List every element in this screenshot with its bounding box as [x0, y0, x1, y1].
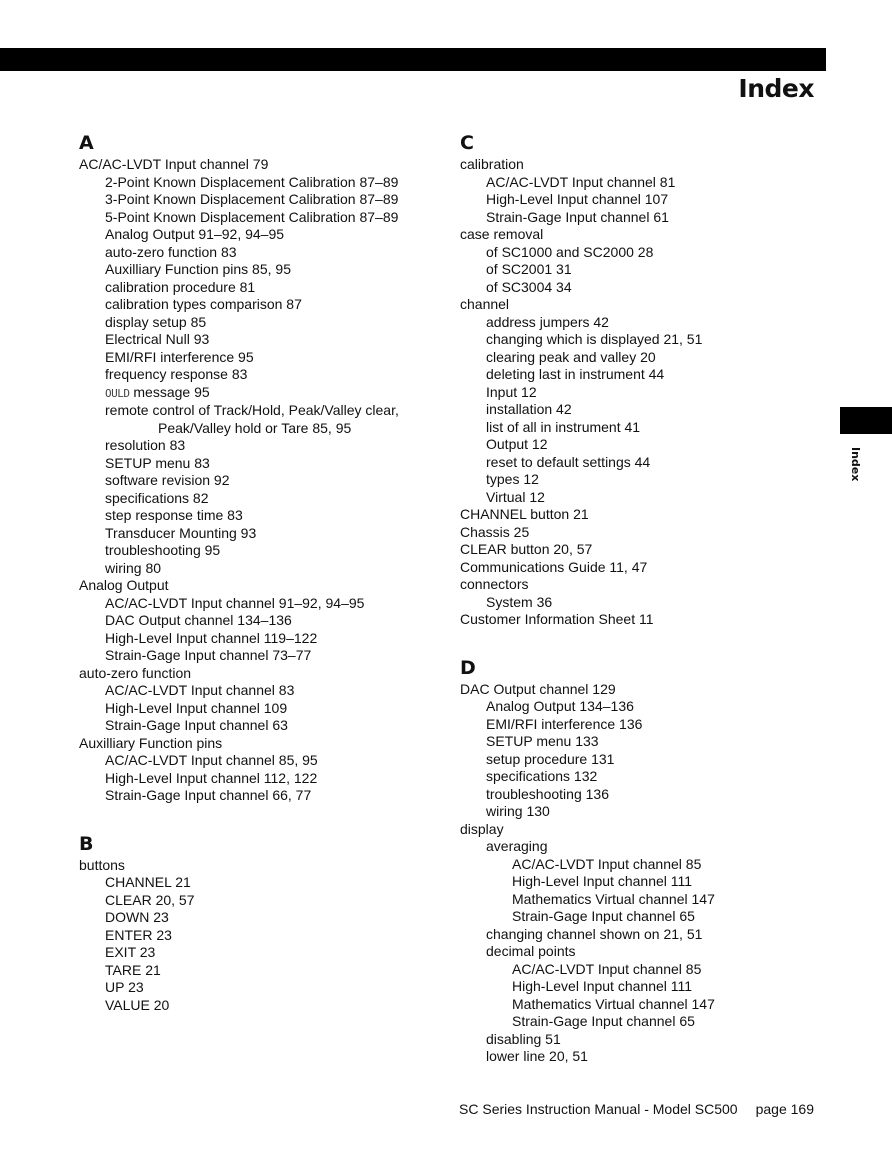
index-entry-text: AC/AC-LVDT Input channel 79 — [79, 156, 269, 172]
index-term — [79, 665, 439, 683]
index-subterm — [79, 209, 439, 227]
index-entry-text: CLEAR button 20, 57 — [460, 541, 593, 557]
index-subterm — [79, 962, 439, 980]
index-entry-text: clearing peak and valley 20 — [486, 348, 656, 365]
index-subterm — [460, 244, 820, 262]
index-term — [79, 735, 439, 753]
index-term — [460, 541, 820, 559]
index-column-left — [79, 130, 439, 1014]
index-entry-text: DOWN 23 — [105, 909, 169, 925]
index-subterm — [460, 191, 820, 209]
entries-d — [460, 681, 820, 1066]
index-subterm — [460, 838, 820, 856]
index-subterm — [79, 296, 439, 314]
index-entry-text: Strain-Gage Input channel 61 — [486, 208, 669, 225]
index-entry-text: of SC2001 31 — [486, 261, 572, 277]
index-subterm — [460, 436, 820, 454]
index-entry-text: CHANNEL button 21 — [460, 506, 589, 522]
index-subterm — [79, 437, 439, 455]
index-entry-text: AC/AC-LVDT Input channel 85 — [512, 960, 702, 977]
index-subterm — [460, 384, 820, 402]
index-subterm — [460, 1013, 820, 1031]
index-entry-text: AC/AC-LVDT Input channel 85, 95 — [105, 752, 318, 768]
index-entry-text: AC/AC-LVDT Input channel 83 — [105, 682, 295, 698]
page-title: Index — [738, 74, 814, 103]
section-gap — [460, 629, 820, 655]
index-entry-text: reset to default settings 44 — [486, 453, 651, 470]
index-entry-text: case removal — [460, 226, 544, 242]
index-subterm — [79, 542, 439, 560]
index-entry-text: UP 23 — [105, 979, 144, 995]
index-entry-text: Mathematics Virtual channel 147 — [512, 995, 715, 1012]
index-subterm — [460, 908, 820, 926]
index-subterm — [79, 279, 439, 297]
index-entry-text: High-Level Input channel 111 — [512, 978, 693, 994]
entries-c — [460, 156, 820, 629]
index-term — [460, 524, 820, 542]
index-subterm — [79, 244, 439, 262]
side-tab-label: Index — [849, 447, 862, 482]
index-subterm — [460, 366, 820, 384]
index-subterm — [460, 331, 820, 349]
index-entry-text: specifications 82 — [105, 489, 209, 506]
index-subterm — [79, 997, 439, 1015]
index-subterm — [79, 787, 439, 805]
section-gap — [79, 805, 439, 831]
index-entry-text: lower line 20, 51 — [486, 1048, 588, 1064]
index-entry-text: EMI/RFI interference 136 — [486, 715, 643, 732]
index-entry-text: High-Level Input channel 109 — [105, 699, 288, 716]
index-subterm — [79, 472, 439, 490]
index-entry-text: changing channel shown on 21, 51 — [486, 925, 703, 942]
index-subterm — [79, 647, 439, 665]
index-entry-text: disabling 51 — [486, 1030, 561, 1047]
index-entry-text: SETUP menu 133 — [486, 733, 599, 749]
index-entry-text: channel — [460, 296, 510, 312]
index-term — [460, 559, 820, 577]
index-entry-text: wiring 130 — [486, 803, 550, 819]
index-entry-text: software revision 92 — [105, 472, 230, 488]
index-column-right — [460, 130, 820, 1066]
index-subterm — [460, 174, 820, 192]
index-subterm — [79, 331, 439, 349]
index-subterm — [79, 402, 433, 437]
index-entry-text: display — [460, 820, 504, 837]
index-term — [460, 681, 820, 699]
index-entry-text: System 36 — [486, 593, 553, 610]
index-entry-text: connectors — [460, 576, 529, 592]
index-subterm — [460, 279, 820, 297]
index-subterm — [460, 314, 820, 332]
index-entry-text: 5-Point Known Displacement Calibration 87–89 — [105, 208, 399, 225]
index-entry-text: Chassis 25 — [460, 523, 530, 540]
index-subterm — [460, 489, 820, 507]
index-entry-text: Electrical Null 93 — [105, 331, 210, 347]
index-subterm — [79, 314, 439, 332]
index-subterm-text: remote control of Track/Hold, Peak/Valley clear, — [105, 402, 399, 418]
index-term — [460, 226, 820, 244]
footer-manual-title: SC Series Instruction Manual - Model SC500 — [459, 1101, 738, 1117]
index-term — [460, 821, 820, 839]
section-letter-a: A — [79, 132, 94, 154]
index-entry-text: AC/AC-LVDT Input channel 81 — [486, 173, 676, 190]
index-entry-text: Strain-Gage Input channel 73–77 — [105, 647, 312, 663]
index-entry-text: averaging — [486, 838, 548, 854]
entries-a — [79, 156, 439, 805]
index-entry-text: Strain-Gage Input channel 66, 77 — [105, 787, 312, 803]
index-term — [460, 296, 820, 314]
index-subterm — [460, 261, 820, 279]
index-subterm — [460, 978, 820, 996]
index-subterm — [79, 507, 439, 525]
index-subterm — [79, 612, 439, 630]
index-subterm — [79, 366, 439, 384]
index-subterm — [79, 174, 439, 192]
index-subterm — [79, 630, 439, 648]
index-entry-text: Analog Output 91–92, 94–95 — [105, 226, 285, 242]
index-entry-text: EXIT 23 — [105, 944, 156, 960]
index-entry-text: buttons — [79, 856, 125, 873]
index-entry-text: SETUP menu 83 — [105, 454, 210, 471]
index-subterm — [79, 892, 439, 910]
index-entry-text: DAC Output channel 134–136 — [105, 612, 292, 628]
index-subterm — [79, 226, 439, 244]
index-entry-text: Output 12 — [486, 436, 548, 452]
index-entry-text: VALUE 20 — [105, 996, 170, 1013]
index-entry-text: Mathematics Virtual channel 147 — [512, 890, 715, 907]
index-entry-text: wiring 80 — [105, 559, 162, 576]
index-entry-text: auto-zero function 83 — [105, 243, 237, 260]
index-entry-text: Analog Output 134–136 — [486, 698, 634, 714]
index-subterm — [460, 716, 820, 734]
side-tab-marker — [840, 407, 892, 434]
index-entry-text: Input 12 — [486, 383, 537, 400]
index-subterm — [460, 419, 820, 437]
index-subterm — [79, 770, 439, 788]
index-subterm — [79, 909, 439, 927]
index-entry-text: types 12 — [486, 471, 539, 487]
index-subterm — [79, 261, 439, 279]
index-term — [460, 506, 820, 524]
index-subterm — [460, 454, 820, 472]
index-subterm — [79, 455, 439, 473]
index-entry-text: resolution 83 — [105, 437, 186, 453]
index-section-c — [460, 130, 820, 629]
index-subterm — [460, 873, 820, 891]
index-entry-text: High-Level Input channel 112, 122 — [105, 769, 318, 786]
index-entry-text: EMI/RFI interference 95 — [105, 348, 254, 365]
index-entry-text: installation 42 — [486, 401, 572, 417]
index-subterm — [79, 349, 439, 367]
index-entry-text: Communications Guide 11, 47 — [460, 558, 648, 575]
index-term — [79, 857, 439, 875]
index-subterm — [460, 891, 820, 909]
index-subterm — [79, 927, 439, 945]
index-entry-text: troubleshooting 136 — [486, 785, 609, 802]
index-entry-text: Customer Information Sheet 11 — [460, 611, 654, 627]
index-subterm — [79, 717, 439, 735]
index-subterm — [460, 803, 820, 821]
index-subterm — [460, 349, 820, 367]
index-section-d — [460, 655, 820, 1066]
index-entry-text: Strain-Gage Input channel 63 — [105, 717, 288, 733]
index-entry-text: High-Level Input channel 111 — [512, 873, 693, 889]
index-entry-text: CHANNEL 21 — [105, 874, 191, 890]
index-entry-text: 2-Point Known Displacement Calibration 87–89 — [105, 173, 399, 190]
index-entry-text: CLEAR 20, 57 — [105, 891, 195, 908]
index-subterm — [460, 471, 820, 489]
index-entry-text: Transducer Mounting 93 — [105, 524, 257, 541]
index-entry-text: Auxilliary Function pins — [79, 734, 223, 751]
index-entry-text: list of all in instrument 41 — [486, 418, 641, 435]
index-section-b — [79, 831, 439, 1015]
lcd-display-text: OULD — [105, 386, 130, 400]
index-entry-text: of SC3004 34 — [486, 278, 572, 295]
index-subterm — [460, 1031, 820, 1049]
index-term — [460, 576, 820, 594]
index-entry-text: Auxilliary Function pins 85, 95 — [105, 261, 291, 277]
index-subterm — [460, 401, 820, 419]
index-subterm — [79, 752, 439, 770]
index-subterm — [460, 996, 820, 1014]
index-subterm — [79, 874, 439, 892]
index-term — [460, 611, 820, 629]
index-entry-text: troubleshooting 95 — [105, 542, 221, 558]
index-subterm — [79, 384, 439, 403]
index-subterm-continuation: Peak/Valley hold or Tare 85, 95 — [158, 419, 352, 436]
section-letter-d: D — [460, 656, 476, 679]
index-subterm — [79, 191, 439, 209]
index-entry-text: display setup 85 — [105, 313, 207, 330]
header-bar — [0, 48, 826, 71]
index-subterm — [79, 700, 439, 718]
page-footer — [459, 1101, 814, 1117]
index-entry-text: ENTER 23 — [105, 926, 172, 943]
index-term — [460, 156, 820, 174]
index-subterm — [79, 525, 439, 543]
index-subterm — [79, 595, 439, 613]
index-subterm — [460, 733, 820, 751]
index-entry-text: calibration procedure 81 — [105, 278, 256, 295]
index-subterm — [79, 560, 439, 578]
index-entry-text: Analog Output — [79, 577, 169, 593]
index-entry-text: address jumpers 42 — [486, 313, 609, 330]
index-entry-text: AC/AC-LVDT Input channel 85 — [512, 855, 702, 872]
index-subterm — [460, 1048, 820, 1066]
index-subterm — [460, 698, 820, 716]
index-entry-text: setup procedure 131 — [486, 750, 615, 767]
entries-b — [79, 857, 439, 1015]
index-entry-text: specifications 132 — [486, 768, 598, 784]
section-letter-b: B — [79, 832, 94, 855]
index-entry-text: step response time 83 — [105, 507, 243, 523]
index-entry-text: calibration types comparison 87 — [105, 296, 302, 312]
section-letter-c: C — [460, 132, 474, 154]
index-entry-text: High-Level Input channel 119–122 — [105, 629, 318, 646]
index-entry-text: TARE 21 — [105, 961, 161, 978]
index-subterm — [460, 209, 820, 227]
index-entry-text: High-Level Input channel 107 — [486, 191, 669, 207]
index-subterm — [79, 944, 439, 962]
index-entry-text: decimal points — [486, 943, 576, 959]
index-subterm — [79, 682, 439, 700]
footer-page-number: page 169 — [755, 1101, 814, 1117]
index-entry-text: changing which is displayed 21, 51 — [486, 331, 703, 347]
index-entry-text: auto-zero function — [79, 664, 192, 681]
index-entry-text: Virtual 12 — [486, 488, 545, 505]
index-subterm — [79, 979, 439, 997]
index-subterm — [460, 594, 820, 612]
index-entry-text: 3-Point Known Displacement Calibration 87–89 — [105, 191, 399, 207]
index-entry-text: Strain-Gage Input channel 65 — [512, 908, 695, 924]
index-term — [79, 156, 439, 174]
index-entry-text: Strain-Gage Input channel 65 — [512, 1013, 695, 1029]
index-entry-text: AC/AC-LVDT Input channel 91–92, 94–95 — [105, 594, 365, 611]
index-subterm — [460, 786, 820, 804]
index-entry-text: of SC1000 and SC2000 28 — [486, 243, 654, 260]
index-term — [79, 577, 439, 595]
index-entry-text: frequency response 83 — [105, 366, 248, 382]
index-subterm — [460, 961, 820, 979]
index-section-a — [79, 130, 439, 805]
index-subterm — [460, 856, 820, 874]
index-entry-text: message 95 — [133, 383, 210, 400]
index-subterm — [460, 943, 820, 961]
index-subterm — [460, 768, 820, 786]
index-subterm — [79, 490, 439, 508]
index-subterm — [460, 751, 820, 769]
index-entry-text: deleting last in instrument 44 — [486, 366, 665, 382]
index-subterm — [460, 926, 820, 944]
index-entry-text: calibration — [460, 156, 524, 172]
index-entry-text: DAC Output channel 129 — [460, 680, 616, 697]
